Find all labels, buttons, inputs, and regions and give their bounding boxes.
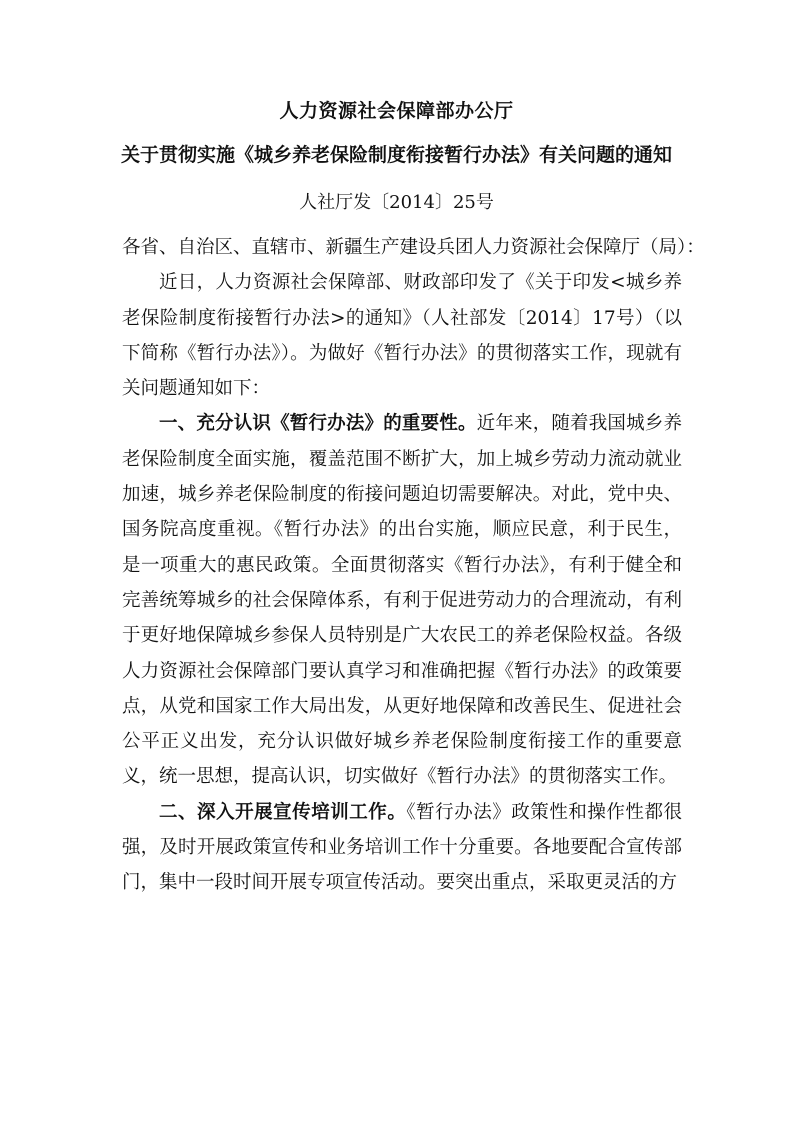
intro-paragraph: 近日，人力资源社会保障部、财政部印发了《关于印发<城乡养老保险制度衔接暂行办法>的通知》（人社部发〔2014〕17号）（以下简称《暂行办法》）。为做好《暂行办法》的贯彻落实工作，现就有关问题通知如下： xyxy=(122,272,682,400)
salutation: 各省、自治区、直辖市、新疆生产建设兵团人力资源社会保障厅（局）： xyxy=(122,237,705,258)
section-2-text: 《暂行办法》政策性和操作性都很强，及时开展政策宣传和业务培训工作十分重要。各地要配合宣传部门，集中一段时间开展专项宣传活动。要突出重点，采取更灵活的方 xyxy=(122,801,682,894)
section-1-heading: 一、充分认识《暂行办法》的重要性。 xyxy=(159,413,477,435)
document-number: 人社厅发〔2014〕25号 xyxy=(299,192,494,213)
section-2-paragraph xyxy=(122,795,682,901)
section-2-heading: 二、深入开展宣传培训工作。 xyxy=(159,801,407,823)
section-1-paragraph xyxy=(122,406,682,794)
document-body xyxy=(122,230,705,901)
issuer-heading: 人力资源社会保障部办公厅 xyxy=(279,100,514,122)
document-title: 关于贯彻实施《城乡养老保险制度衔接暂行办法》有关问题的通知 xyxy=(120,144,672,166)
section-1-text: 近年来，随着我国城乡养老保险制度全面实施，覆盖范围不断扩大，加上城乡劳动力流动就业加速，城乡养老保险制度的衔接问题迫切需要解决。对此，党中央、国务院高度重视。《暂行办法》的出台实施，顺应民意，利于民生，是一项重大的惠民政策。全面贯彻落实《暂行办法》，有利于健全和完善统筹城乡的社会保障体系，有利于促进劳动力的合理流动，有利于更好地保障城乡参保人员特别是广大农民工的养老保险权益。各级人力资源社会保障部门要认真学习和准确把握《暂行办法》的政策要点，从党和国家工作大局出发，从更好地保障和改善民生、促进社会公平正义出发，充分认识做好城乡养老保险制度衔接工作的重要意义，统一思想，提高认识，切实做好《暂行办法》的贯彻落实工作。 xyxy=(122,413,682,788)
